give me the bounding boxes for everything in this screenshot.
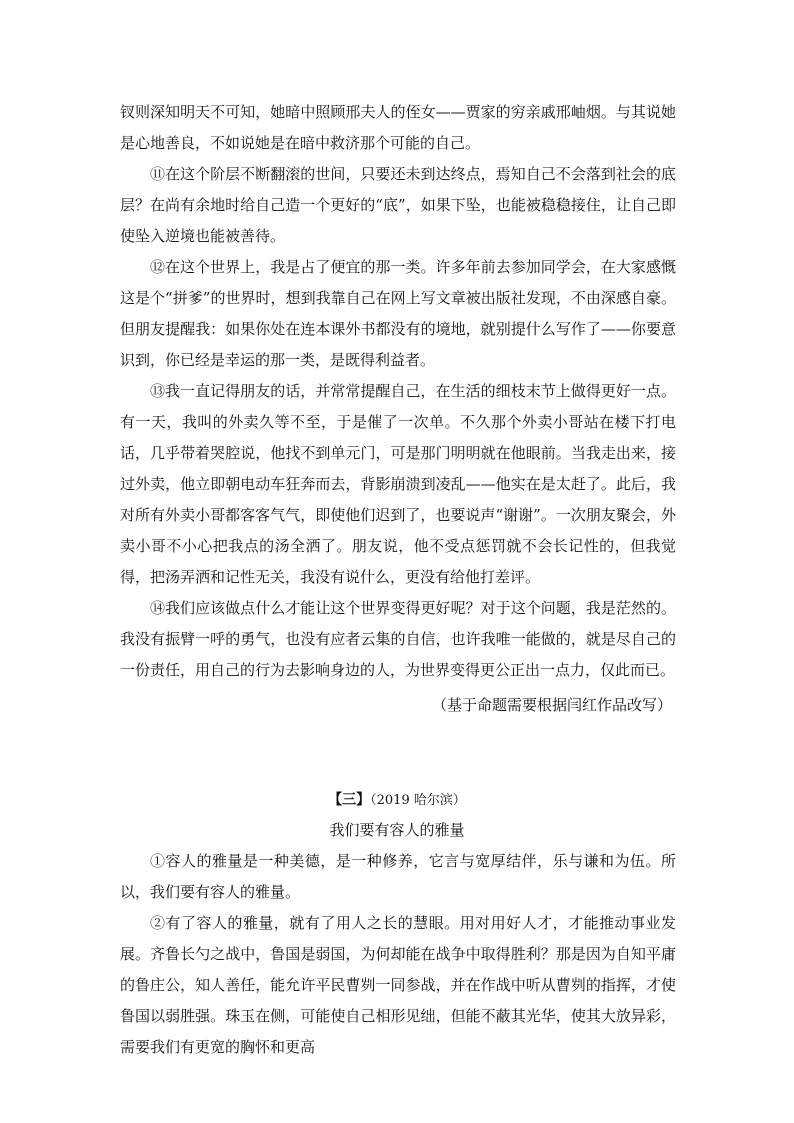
paragraph-2: ②有了容人的雅量，就有了用人之长的慧眼。用对用好人才，才能推动事业发展。齐鲁长勺之战中，鲁国是弱国，为何却能在战争中取得胜利？那是因为自知平庸的鲁庄公，知人善任，能允许平民曹刿一同参战，并在作战中听从曹刿的指挥，才使鲁国以弱胜强。珠玉在侧，可能使自己相形见绌，但能不蔽其光华，使其大放异彩，需要我们有更宽的胸怀和更高: [120, 914, 676, 1056]
paragraph-continuation: 钗则深知明天不可知，她暗中照顾邢夫人的侄女——贾家的穷亲戚邢岫烟。与其说她是心地善良，不如说她是在暗中救济那个可能的自己。: [120, 103, 676, 152]
paragraph-1: ①容人的雅量是一种美德，是一种修养，它言与宽厚结伴，乐与谦和为伍。所以，我们要有容人的雅量。: [120, 852, 676, 901]
paragraph-12: ⑫在这个世界上，我是占了便宜的那一类。许多年前去参加同学会，在大家感慨这是个“拼爹”的世界时，想到我靠自己在网上写文章被出版社发现，不由深感自豪。但朋友提醒我：如果你处在连本课外书都没有的境地，就别提什么写作了——你要意识到，你已经是幸运的那一类，是既得利益者。: [120, 258, 676, 369]
paragraph-14: ⑭我们应该做点什么才能让这个世界变得更好呢？对于这个问题，我是茫然的。我没有振臂一呼的勇气，也没有应者云集的自信，也许我唯一能做的，就是尽自己的一份责任，用自己的行为去影响身边的人，为世界变得更公正出一点力，仅此而已。: [120, 599, 676, 679]
section-label: 【三】: [328, 792, 371, 808]
source-note: （基于命题需要根据闫红作品改写）: [431, 696, 672, 714]
essay-title: 我们要有容人的雅量: [329, 821, 465, 839]
paragraph-11: ⑪在这个阶层不断翻滚的世间，只要还未到达终点，焉知自己不会落到社会的底层？在尚有余地时给自己造一个更好的“底”，如果下坠，也能被稳稳接住，让自己即使坠入逆境也能被善待。: [120, 165, 676, 245]
paragraph-13: ⑬我一直记得朋友的话，并常常提醒自己，在生活的细枝末节上做得更好一点。有一天，我叫的外卖久等不至，于是催了一次单。不久那个外卖小哥站在楼下打电话，几乎带着哭腔说，他找不到单元门，可是那门明明就在他眼前。当我走出来，接过外卖，他立即朝电动车狂奔而去，背影崩溃到凌乱——他实在是太赶了。此后，我对所有外卖小哥都客客气气，即使他们迟到了，也要说声“谢谢”。一次朋友聚会，外卖小哥不小心把我点的汤全洒了。朋友说，他不受点惩罚就不会长记性的，但我觉得，把汤弄洒和记性无关，我没有说什么，更没有给他打差评。: [120, 382, 676, 586]
section-heading: [0, 788, 794, 813]
section-tag: （2019 哈尔滨）: [370, 793, 466, 808]
section-three-body: [120, 846, 676, 1063]
top-section-body: [120, 97, 676, 686]
